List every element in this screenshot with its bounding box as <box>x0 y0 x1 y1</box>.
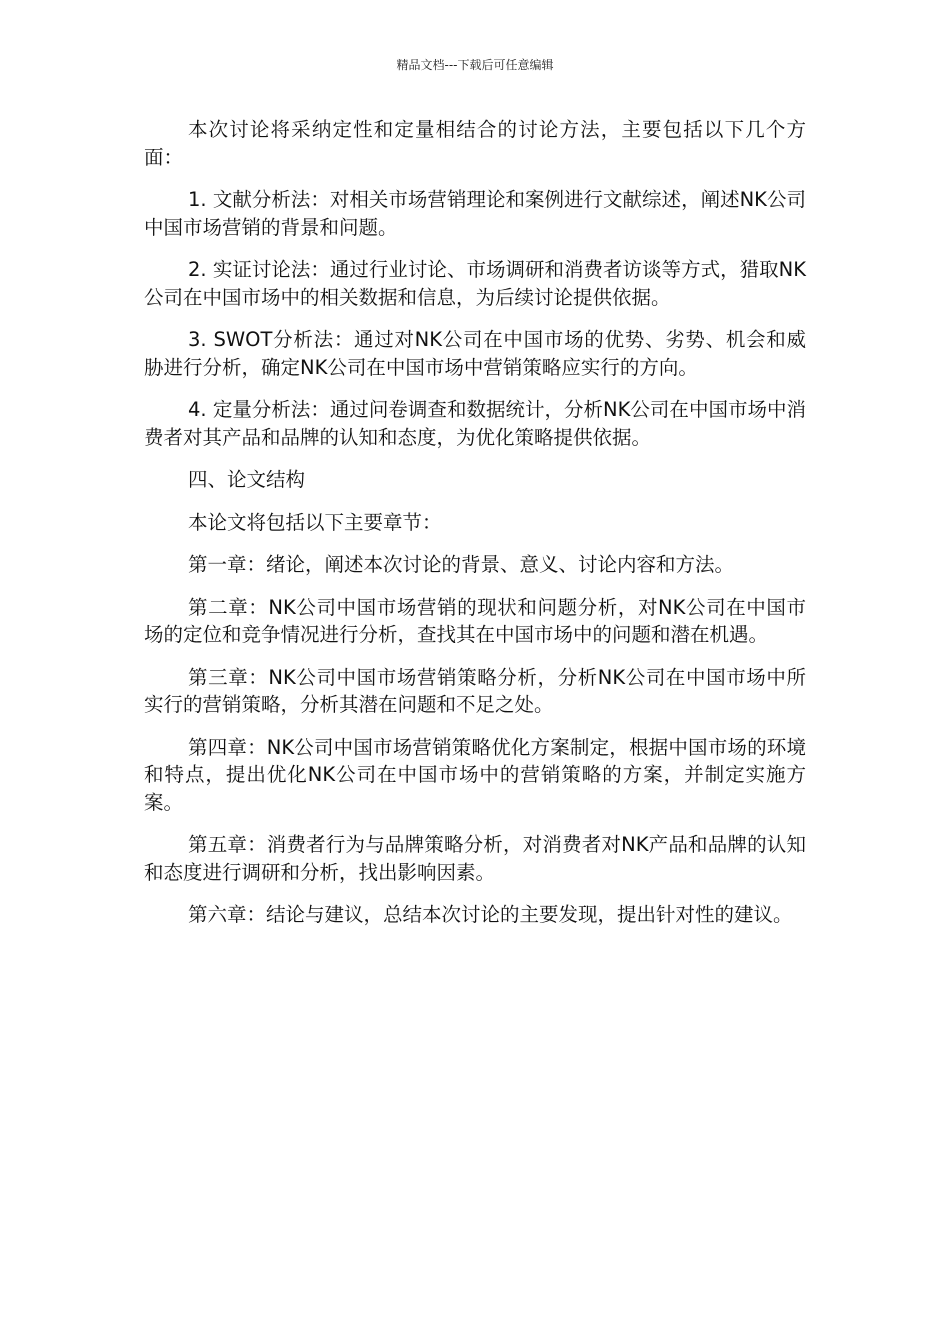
paragraph-method-empirical: 2. 实证讨论法：通过行业讨论、市场调研和消费者访谈等方式，猎取NK公司在中国市场中的相关数据和信息，为后续讨论提供依据。 <box>144 258 806 309</box>
paragraph-chapter-1: 第一章：绪论，阐述本次讨论的背景、意义、讨论内容和方法。 <box>188 553 735 576</box>
paragraph-chapter-3: 第三章：NK公司中国市场营销策略分析，分析NK公司在中国市场中所实行的营销策略，分析其潜在问题和不足之处。 <box>144 665 806 716</box>
paragraph-chapter-2: 第二章：NK公司中国市场营销的现状和问题分析，对NK公司在中国市场的定位和竞争情况进行分析，查找其在中国市场中的问题和潜在机遇。 <box>144 595 806 646</box>
paragraph-structure-intro: 本论文将包括以下主要章节： <box>188 510 442 534</box>
paragraph-chapter-6: 第六章：结论与建议，总结本次讨论的主要发现，提出针对性的建议。 <box>188 903 793 926</box>
paragraph-research-methods-intro: 本次讨论将采纳定性和定量相结合的讨论方法，主要包括以下几个方面： <box>144 118 806 169</box>
paragraph-chapter-5: 第五章：消费者行为与品牌策略分析，对消费者对NK产品和品牌的认知和态度进行调研和分析，找出影响因素。 <box>144 833 806 884</box>
section-heading-structure: 四、论文结构 <box>188 468 306 491</box>
paragraph-chapter-4: 第四章：NK公司中国市场营销策略优化方案制定，根据中国市场的环境和特点，提出优化NK公司在中国市场中的营销策略的方案，并制定实施方案。 <box>144 735 806 814</box>
paragraph-method-swot: 3. SWOT分析法：通过对NK公司在中国市场的优势、劣势、机会和威胁进行分析，确定NK公司在中国市场中营销策略应实行的方向。 <box>144 328 806 379</box>
paragraph-method-literature: 1. 文献分析法：对相关市场营销理论和案例进行文献综述，阐述NK公司中国市场营销的背景和问题。 <box>144 188 806 239</box>
paragraph-method-quantitative: 4. 定量分析法：通过问卷调查和数据统计，分析NK公司在中国市场中消费者对其产品和品牌的认知和态度，为优化策略提供依据。 <box>144 398 806 449</box>
document-body <box>144 116 806 944</box>
page-header: 精品文档---下载后可任意编辑 <box>396 58 554 72</box>
